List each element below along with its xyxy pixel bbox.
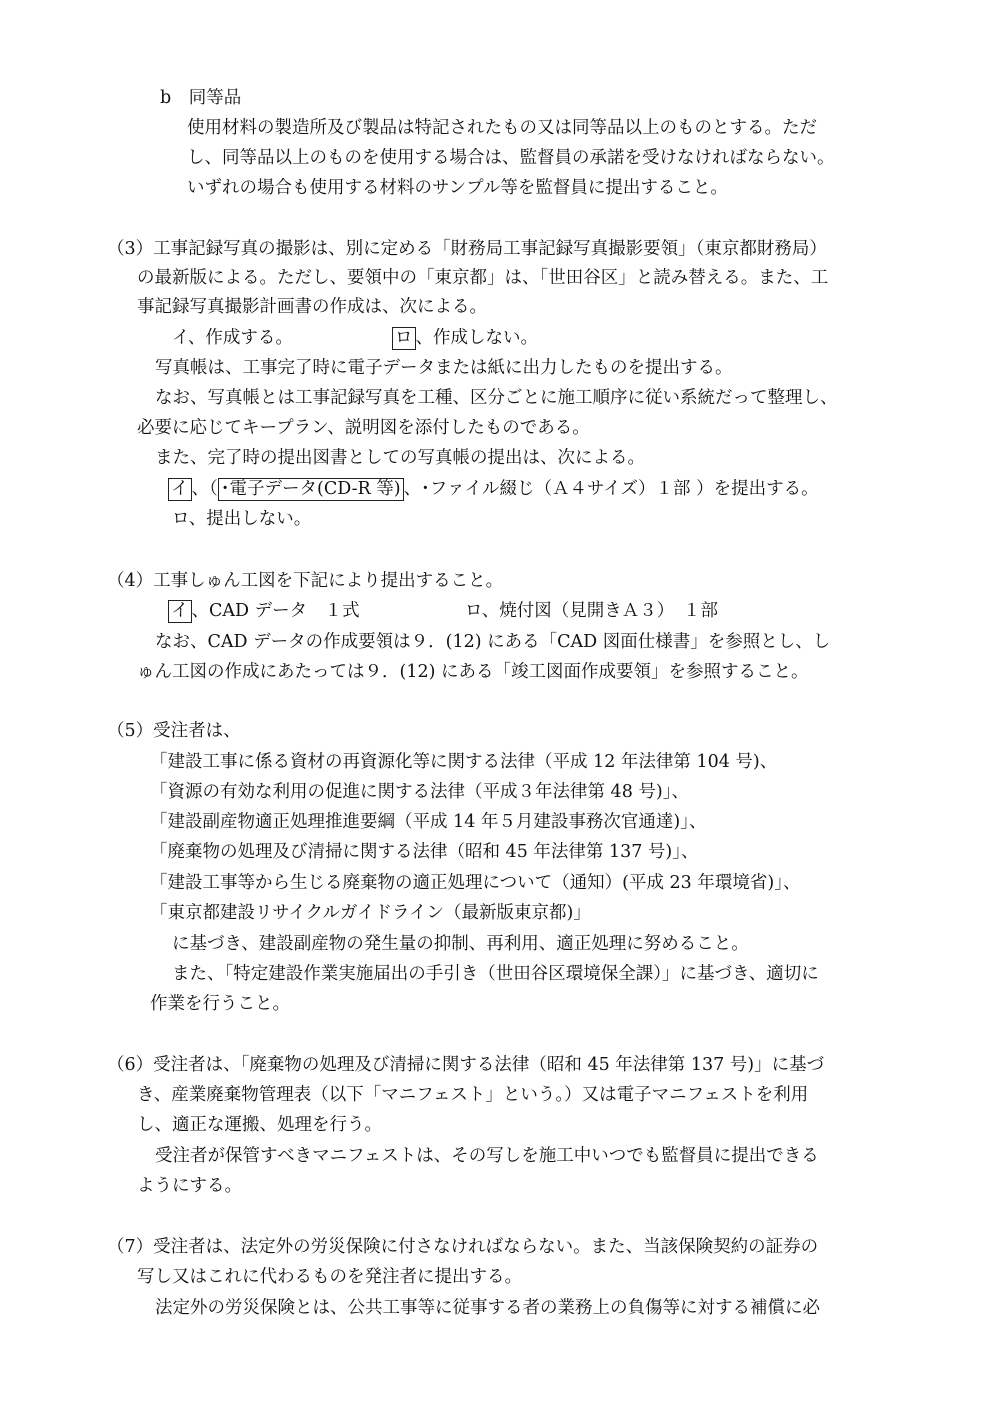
digital-data-box: ･電子データ(CD-R 等) xyxy=(218,478,404,501)
section-6-line-4: 受注者が保管すべきマニフェストは、その写しを施工中いつでも監督員に提出できる xyxy=(155,1146,819,1166)
section-b-heading: b 同等品 xyxy=(160,88,242,108)
section-b-line-3: いずれの場合も使用する材料のサンプル等を監督員に提出すること。 xyxy=(187,178,728,198)
section-7-line-3: 法定外の労災保険とは、公共工事等に従事する者の業務上の負傷等に対する補償に必 xyxy=(155,1298,820,1318)
selected-mark-box: イ xyxy=(168,600,192,623)
section-6-line-1: （6）受注者は、「廃棄物の処理及び清掃に関する法律（昭和 45 年法律第 137 号)」に基づ xyxy=(107,1055,825,1075)
selected-mark-box: イ xyxy=(168,478,192,501)
law-item: 「建設工事に係る資材の再資源化等に関する法律（平成 12 年法律第 104 号)、 xyxy=(150,752,778,772)
law-item: 「廃棄物の処理及び清掃に関する法律（昭和 45 年法律第 137 号)」、 xyxy=(150,842,699,862)
section-5-line-4: 作業を行うこと。 xyxy=(150,994,290,1014)
submit-option-i xyxy=(168,477,819,501)
section-4-option-i xyxy=(168,599,360,623)
section-5-line-1: （5）受注者は、 xyxy=(107,721,241,741)
option-create: イ、作成する。 xyxy=(172,328,293,348)
selected-mark-box: ロ xyxy=(392,327,416,350)
section-3-line-1: （3）工事記録写真の撮影は、別に定める「財務局工事記録写真撮影要領」（東京都財務局） xyxy=(107,239,827,259)
section-5-line-2: に基づき、建設副産物の発生量の抑制、再利用、適正処理に努めること。 xyxy=(172,934,749,954)
submit-option-i-paren: 、（ xyxy=(191,479,218,499)
section-4-option-ro: ロ、焼付図（見開きＡ３） １部 xyxy=(465,601,719,621)
section-4-line-1: （4）工事しゅん工図を下記により提出すること。 xyxy=(107,571,504,591)
section-3-photo-line-3: 必要に応じてキープラン、説明図を添付したものである。 xyxy=(137,418,590,438)
section-3-line-2: の最新版による。ただし、要領中の「東京都」は、「世田谷区」と読み替える。また、工 xyxy=(137,268,829,288)
submit-option-i-rest: 、･ファイル綴じ（Ａ４サイズ）１部 ）を提出する。 xyxy=(403,479,819,499)
law-item: 「建設工事等から生じる廃棄物の適正処理について（通知）(平成 23 年環境省)」、 xyxy=(150,873,801,893)
section-b-line-2: し、同等品以上のものを使用する場合は、監督員の承諾を受けなければならない。 xyxy=(187,148,835,168)
section-b-line-1: 使用材料の製造所及び製品は特記されたもの又は同等品以上のものとする。ただ xyxy=(187,118,817,138)
section-7-line-1: （7）受注者は、法定外の労災保険に付さなければならない。また、当該保険契約の証券の xyxy=(107,1237,819,1257)
law-item: 「建設副産物適正処理推進要綱（平成 14 年５月建設事務次官通達)」、 xyxy=(150,812,707,832)
section-4-line-3: ゅん工図の作成にあたっては９．(12) にある「竣工図面作成要領」を参照すること。 xyxy=(137,662,809,682)
section-6-line-5: ようにする。 xyxy=(137,1176,242,1196)
section-3-line-3: 事記録写真撮影計画書の作成は、次による。 xyxy=(137,297,487,317)
section-5-line-3: また、「特定建設作業実施届出の手引き（世田谷区環境保全課）」に基づき、適切に xyxy=(172,964,819,984)
section-3-photo-line-1: 写真帳は、工事完了時に電子データまたは紙に出力したものを提出する。 xyxy=(155,358,733,378)
law-item: 「資源の有効な利用の促進に関する法律（平成３年法律第 48 号)」、 xyxy=(150,782,689,802)
section-6-line-3: し、適正な運搬、処理を行う。 xyxy=(137,1115,382,1135)
section-7-line-2: 写し又はこれに代わるものを発注者に提出する。 xyxy=(137,1267,522,1287)
section-6-line-2: き、産業廃棄物管理表（以下「マニフェスト」という。）又は電子マニフェストを利用 xyxy=(137,1085,809,1105)
section-4-line-2: なお、CAD データの作成要領は９．(12) にある「CAD 図面仕様書」を参照とし、し xyxy=(155,632,831,652)
section-4-option-i-text: 、CAD データ １式 xyxy=(191,601,360,621)
option-not-create-text: 、作成しない。 xyxy=(415,328,538,348)
option-not-create xyxy=(392,326,538,350)
section-3-photo-line-4: また、完了時の提出図書としての写真帳の提出は、次による。 xyxy=(155,448,645,468)
section-3-photo-line-2: なお、写真帳とは工事記録写真を工種、区分ごとに施工順序に従い系統だって整理し、 xyxy=(155,388,838,408)
law-item: 「東京都建設リサイクルガイドライン（最新版東京都)」 xyxy=(150,903,591,923)
submit-option-ro: ロ、提出しない。 xyxy=(172,509,312,529)
